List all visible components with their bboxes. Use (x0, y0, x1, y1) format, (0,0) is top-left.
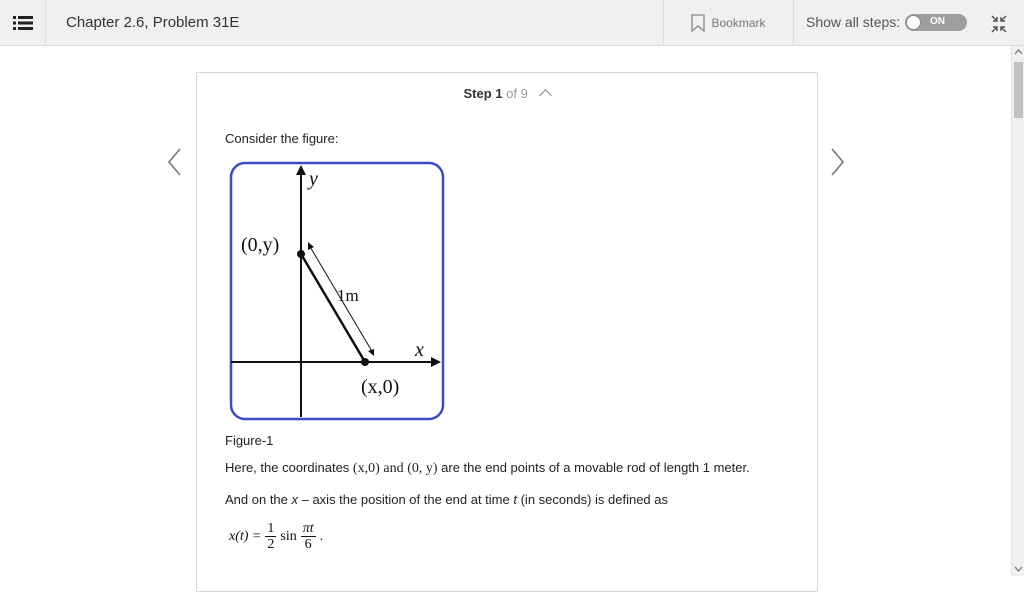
chevron-up-icon[interactable] (540, 89, 553, 102)
scroll-up-icon[interactable] (1014, 49, 1023, 55)
scroll-down-icon[interactable] (1014, 566, 1023, 572)
x-axis-label: x (415, 339, 424, 361)
show-steps-toggle[interactable] (905, 14, 967, 31)
previous-step-arrow-icon[interactable] (166, 147, 182, 177)
solution-step-card (196, 72, 818, 592)
intro-text: Consider the figure: (225, 131, 339, 146)
step-header[interactable] (197, 86, 817, 101)
para2-var-x: x (291, 492, 298, 507)
para2-text-c: (in seconds) is defined as (516, 492, 669, 507)
equation-sin: sin (280, 528, 297, 544)
equation-end: . (319, 528, 324, 544)
page-title: Chapter 2.6, Problem 31E (66, 14, 240, 31)
fraction-pit-6 (301, 521, 316, 552)
paragraph-position (225, 492, 668, 507)
math-point-x0: (x,0) (352, 461, 380, 476)
next-step-arrow-icon[interactable] (830, 147, 846, 177)
point-top-label: (0,y) (241, 234, 280, 256)
fraction-num2: πt (302, 521, 314, 536)
step-count: of 9 (506, 86, 528, 101)
point-bottom-label: (x,0) (361, 376, 400, 398)
para1-text-a: Here, the coordinates (225, 460, 353, 475)
toggle-state: ON (930, 16, 945, 27)
rod-end-bottom (361, 358, 369, 366)
collapse-icon[interactable] (988, 14, 1010, 34)
figure-caption: Figure-1 (225, 433, 274, 448)
step-label: Step (463, 86, 492, 101)
para2-text-b: – axis the position of the end at time (298, 492, 514, 507)
para2-text-a: And on the (225, 492, 292, 507)
vertical-scrollbar[interactable] (1011, 46, 1024, 576)
paragraph-coordinates (225, 460, 750, 477)
top-bar (0, 0, 1024, 46)
bookmark-button[interactable] (663, 0, 794, 46)
fraction-half (265, 521, 276, 552)
fraction-den: 2 (267, 537, 275, 552)
fraction-num: 1 (267, 521, 275, 536)
rod-length-label: 1m (337, 286, 359, 305)
bookmark-label: Bookmark (711, 16, 766, 30)
toggle-knob (906, 15, 921, 30)
rod-end-top (297, 250, 305, 258)
show-steps-label: Show all steps: (806, 14, 901, 30)
math-point-0y: (0, y) (407, 461, 438, 476)
y-axis-label: y (309, 168, 318, 190)
fraction-den2: 6 (304, 537, 312, 552)
figure-rod-diagram (229, 161, 447, 423)
scroll-thumb[interactable] (1014, 62, 1023, 118)
math-and: and (383, 461, 404, 476)
step-number: 1 (495, 86, 503, 101)
bookmark-icon (691, 14, 705, 32)
menu-list-icon[interactable] (0, 0, 46, 46)
para2-var-t: t (513, 492, 517, 507)
equation-lhs: x(t) = (229, 528, 262, 544)
para1-text-b: are the end points of a movable rod of length 1 meter. (437, 460, 750, 475)
equation-position (229, 521, 323, 552)
